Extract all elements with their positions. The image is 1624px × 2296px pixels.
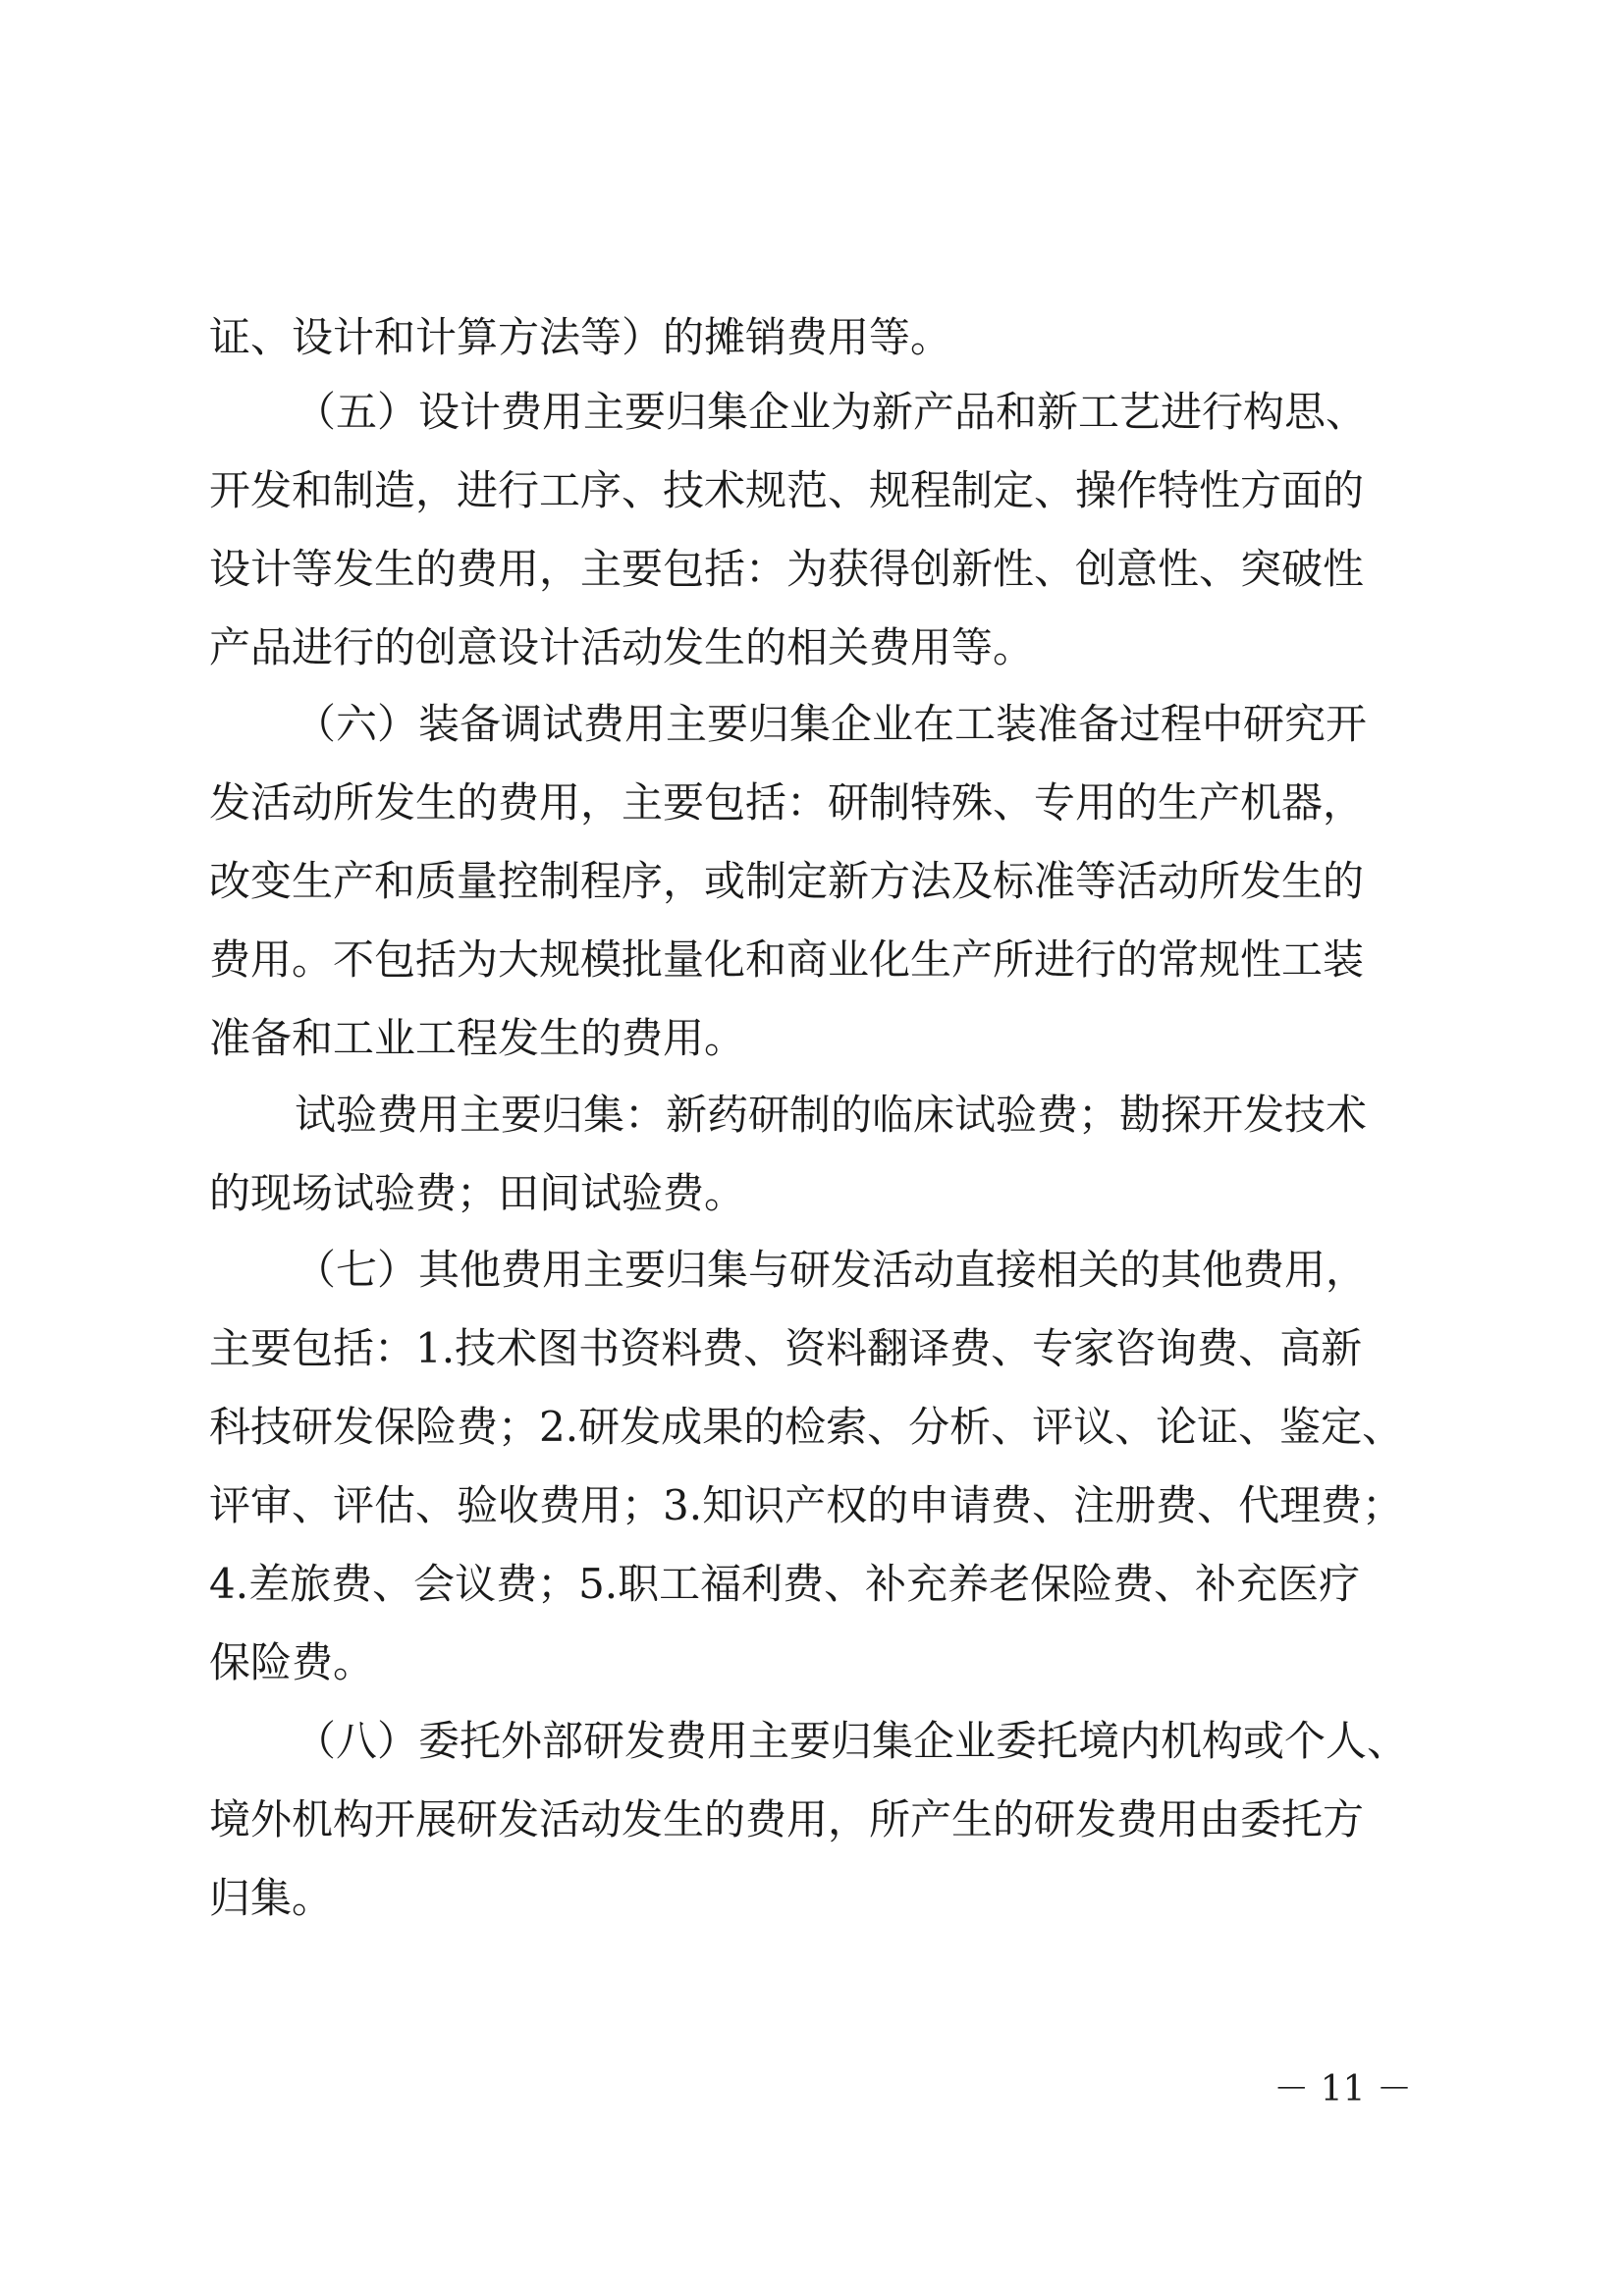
paragraph-line: 的现场试验费；田间试验费。	[209, 1169, 746, 1217]
paragraph-line: 试验费用主要归集：新药研制的临床试验费；勘探开发技术	[295, 1091, 1368, 1139]
page-number: － 11 －	[1273, 2069, 1412, 2109]
paragraph-line: 保险费。	[209, 1638, 375, 1686]
paragraph-line: 开发和制造，进行工序、技术规范、规程制定、操作特性方面的	[209, 466, 1365, 514]
paragraph-line: 4.差旅费、会议费；5.职工福利费、补充养老保险费、补充医疗	[209, 1560, 1361, 1608]
paragraph-line: 主要包括：1.技术图书资料费、资料翻译费、专家咨询费、高新	[209, 1324, 1363, 1372]
paragraph-line: 评审、评估、验收费用；3.知识产权的申请费、注册费、代理费；	[209, 1481, 1404, 1529]
paragraph-line: （八）委托外部研发费用主要归集企业委托境内机构或个人、	[295, 1717, 1409, 1765]
paragraph-line: 设计等发生的费用，主要包括：为获得创新性、创意性、突破性	[209, 545, 1365, 593]
paragraph-line: 科技研发保险费；2.研发成果的检索、分析、评议、论证、鉴定、	[209, 1403, 1404, 1451]
paragraph-line: 境外机构开展研发活动发生的费用，所产生的研发费用由委托方	[209, 1795, 1365, 1843]
paragraph-line: （七）其他费用主要归集与研发活动直接相关的其他费用，	[295, 1246, 1368, 1294]
paragraph-line: 归集。	[209, 1874, 334, 1922]
paragraph-line: 准备和工业工程发生的费用。	[209, 1014, 746, 1062]
paragraph-line: 改变生产和质量控制程序，或制定新方法及标准等活动所发生的	[209, 857, 1365, 905]
paragraph-line: 产品进行的创意设计活动发生的相关费用等。	[209, 623, 1035, 671]
paragraph-line: （六）装备调试费用主要归集企业在工装准备过程中研究开	[295, 700, 1368, 748]
paragraph-line: 费用。不包括为大规模批量化和商业化生产所进行的常规性工装	[209, 935, 1365, 984]
paragraph-line: 发活动所发生的费用，主要包括：研制特殊、专用的生产机器，	[209, 778, 1365, 827]
paragraph-line: （五）设计费用主要归集企业为新产品和新工艺进行构思、	[295, 388, 1368, 436]
paragraph-line: 证、设计和计算方法等）的摊销费用等。	[209, 313, 952, 361]
